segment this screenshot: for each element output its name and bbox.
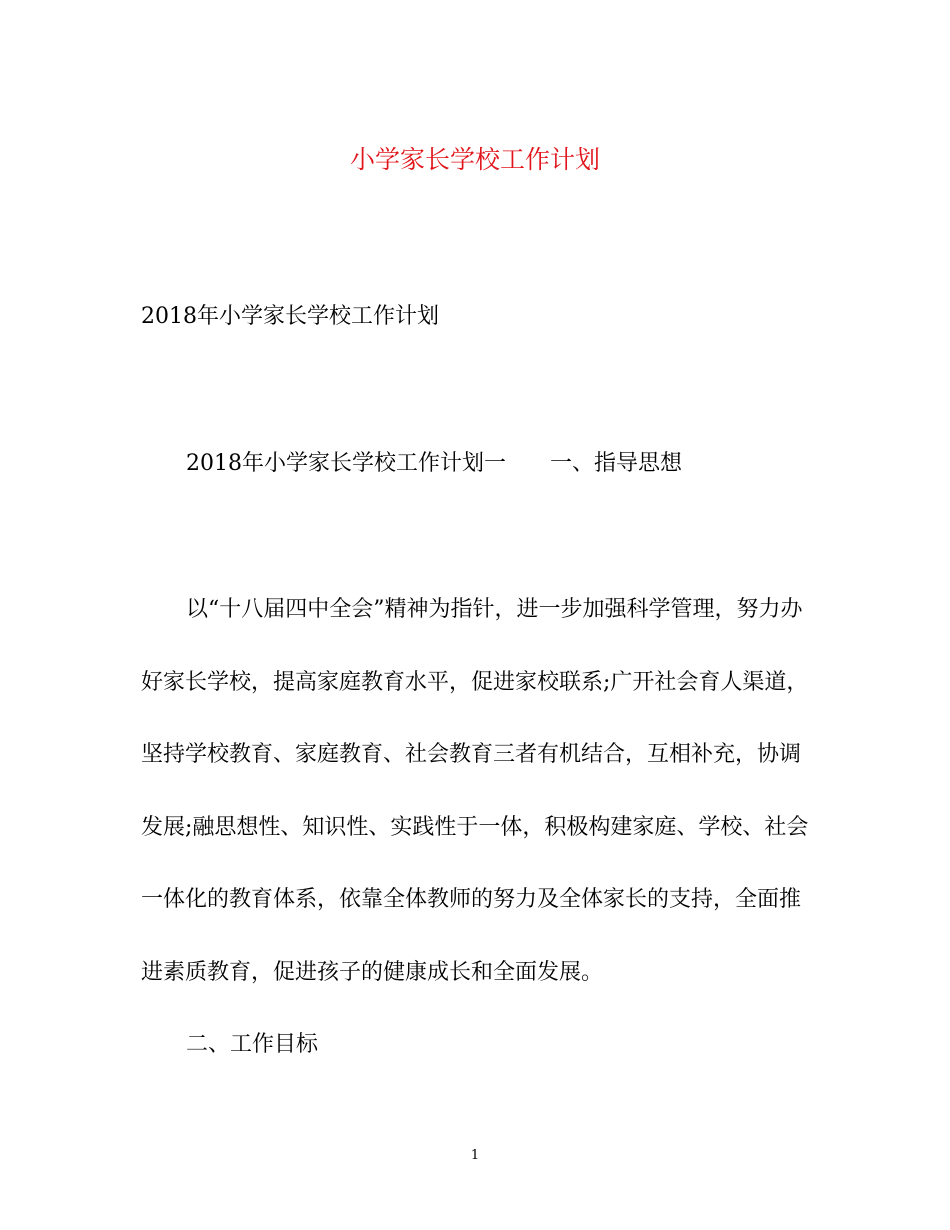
page-number: 1 (470, 1148, 480, 1163)
paragraph-line: 以“十八届四中全会”精神为指针，进一步加强科学管理，努力办 (186, 597, 803, 622)
paragraph-line: 一体化的教育体系，依靠全体教师的努力及全体家长的支持，全面推 (141, 887, 802, 912)
section-heading-right: 一、指导思想 (550, 451, 683, 476)
paragraph-line: 进素质教育，促进孩子的健康成长和全面发展。 (141, 960, 604, 985)
section-two-heading: 二、工作目标 (186, 1032, 319, 1057)
paragraph-line: 坚持学校教育、家庭教育、社会教育三者有机结合，互相补充，协调 (141, 742, 802, 767)
paragraph-line: 好家长学校，提高家庭教育水平，促进家校联系;广开社会育人渠道， (141, 670, 809, 695)
document-title: 小学家长学校工作计划 (349, 145, 600, 174)
section-heading-line (186, 449, 682, 479)
section-heading-left: 2018年小学家长学校工作计划一 (186, 451, 506, 476)
paragraph-line: 发展;融思想性、知识性、实践性于一体，积极构建家庭、学校、社会 (141, 815, 809, 840)
document-subtitle: 2018年小学家长学校工作计划 (141, 304, 439, 329)
